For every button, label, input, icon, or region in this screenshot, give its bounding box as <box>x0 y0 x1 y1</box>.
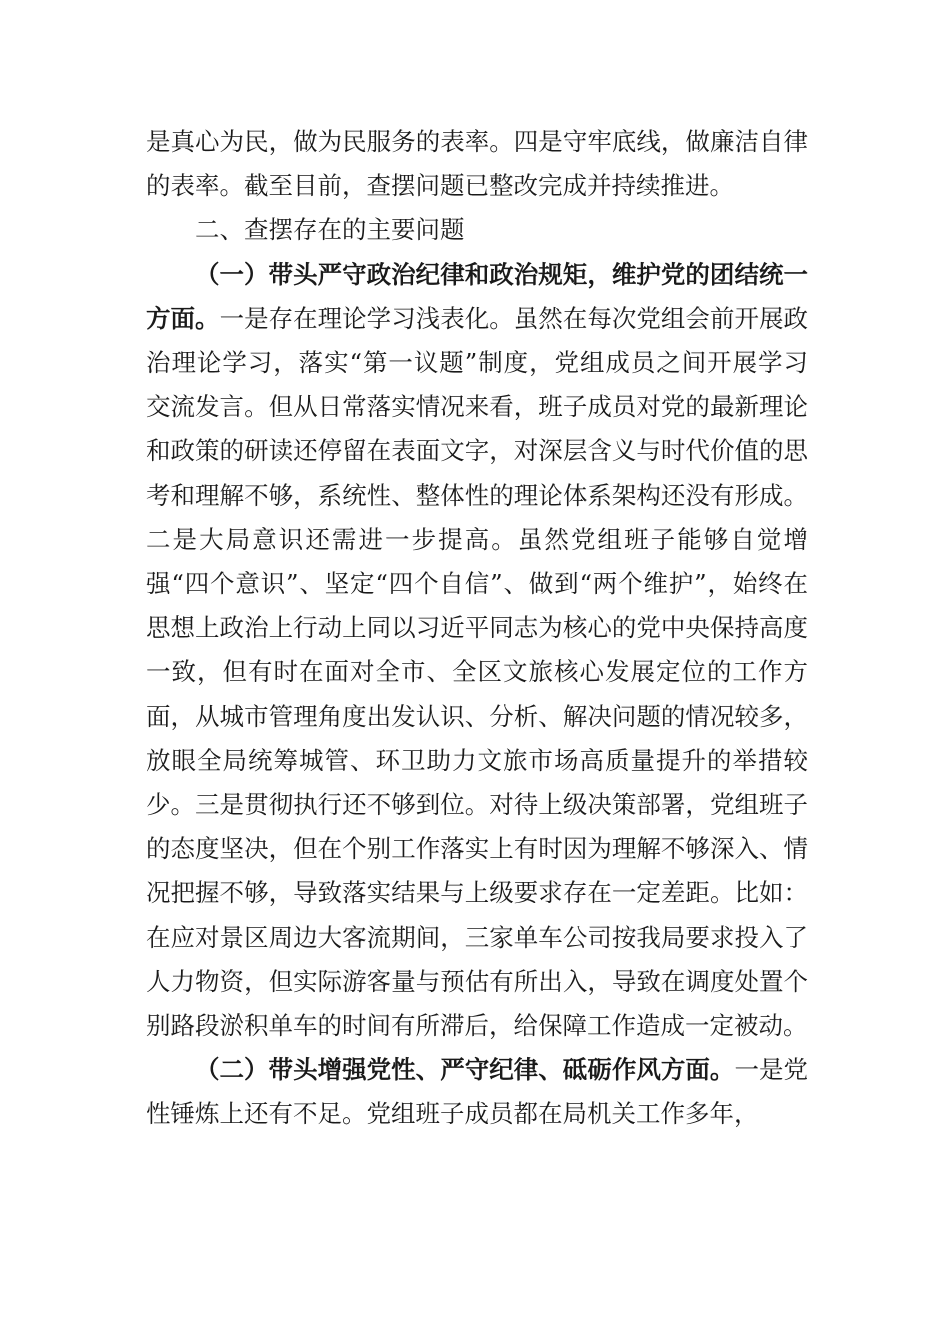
subsection-2-title: （二）带头增强党性、严守纪律、砥砺作风方面。 <box>195 1055 735 1085</box>
document-body <box>146 120 808 1137</box>
subsection-2-body: 一是党性锤炼上还有不足。党组班子成员都在局机关工作多年， <box>146 1055 809 1129</box>
subsection-2-paragraph <box>146 1048 808 1136</box>
subsection-1-body: 一是存在理论学习浅表化。虽然在每次党组会前开展政治理论学习，落实“第一议题”制度，党组成员之间开展学习交流发言。但从日常落实情况来看，班子成员对党的最新理论和政策的研读还停留在表面文字，对深层含义与时代价值的思考和理解不够，系统性、整体性的理论体系架构还没有形成。二是大局意识还需进一步提高。虽然党组班子能够自觉增强“四个意识”、坚定“四个自信”、做到“两个维护”，始终在思想上政治上行动上同以习近平同志为核心的党中央保持高度一致，但有时在面对全市、全区文旅核心发展定位的工作方面，从城市管理角度出发认识、分析、解决问题的情况较多，放眼全局统筹城管、环卫助力文旅市场高质量提升的举措较少。三是贯彻执行还不够到位。对待上级决策部署，党组班子的态度坚决，但在个别工作落实上有时因为理解不够深入、情况把握不够，导致落实结果与上级要求存在一定差距。比如：在应对景区周边大客流期间，三家单车公司按我局要求投入了人力物资，但实际游客量与预估有所出入，导致在调度处置个别路段淤积单车的时间有所滞后，给保障工作造成一定被动。 <box>146 303 809 1041</box>
subsection-1-title: （一）带头严守政治纪律和政治规矩，维护党的团结统一方面。 <box>146 259 808 333</box>
section-heading: 二、查摆存在的主要问题 <box>195 215 465 245</box>
paragraph-continuation: 是真心为民，做为民服务的表率。四是守牢底线，做廉洁自律的表率。截至目前，查摆问题已整改完成并持续推进。 <box>146 127 808 201</box>
subsection-1-paragraph <box>146 253 808 1049</box>
